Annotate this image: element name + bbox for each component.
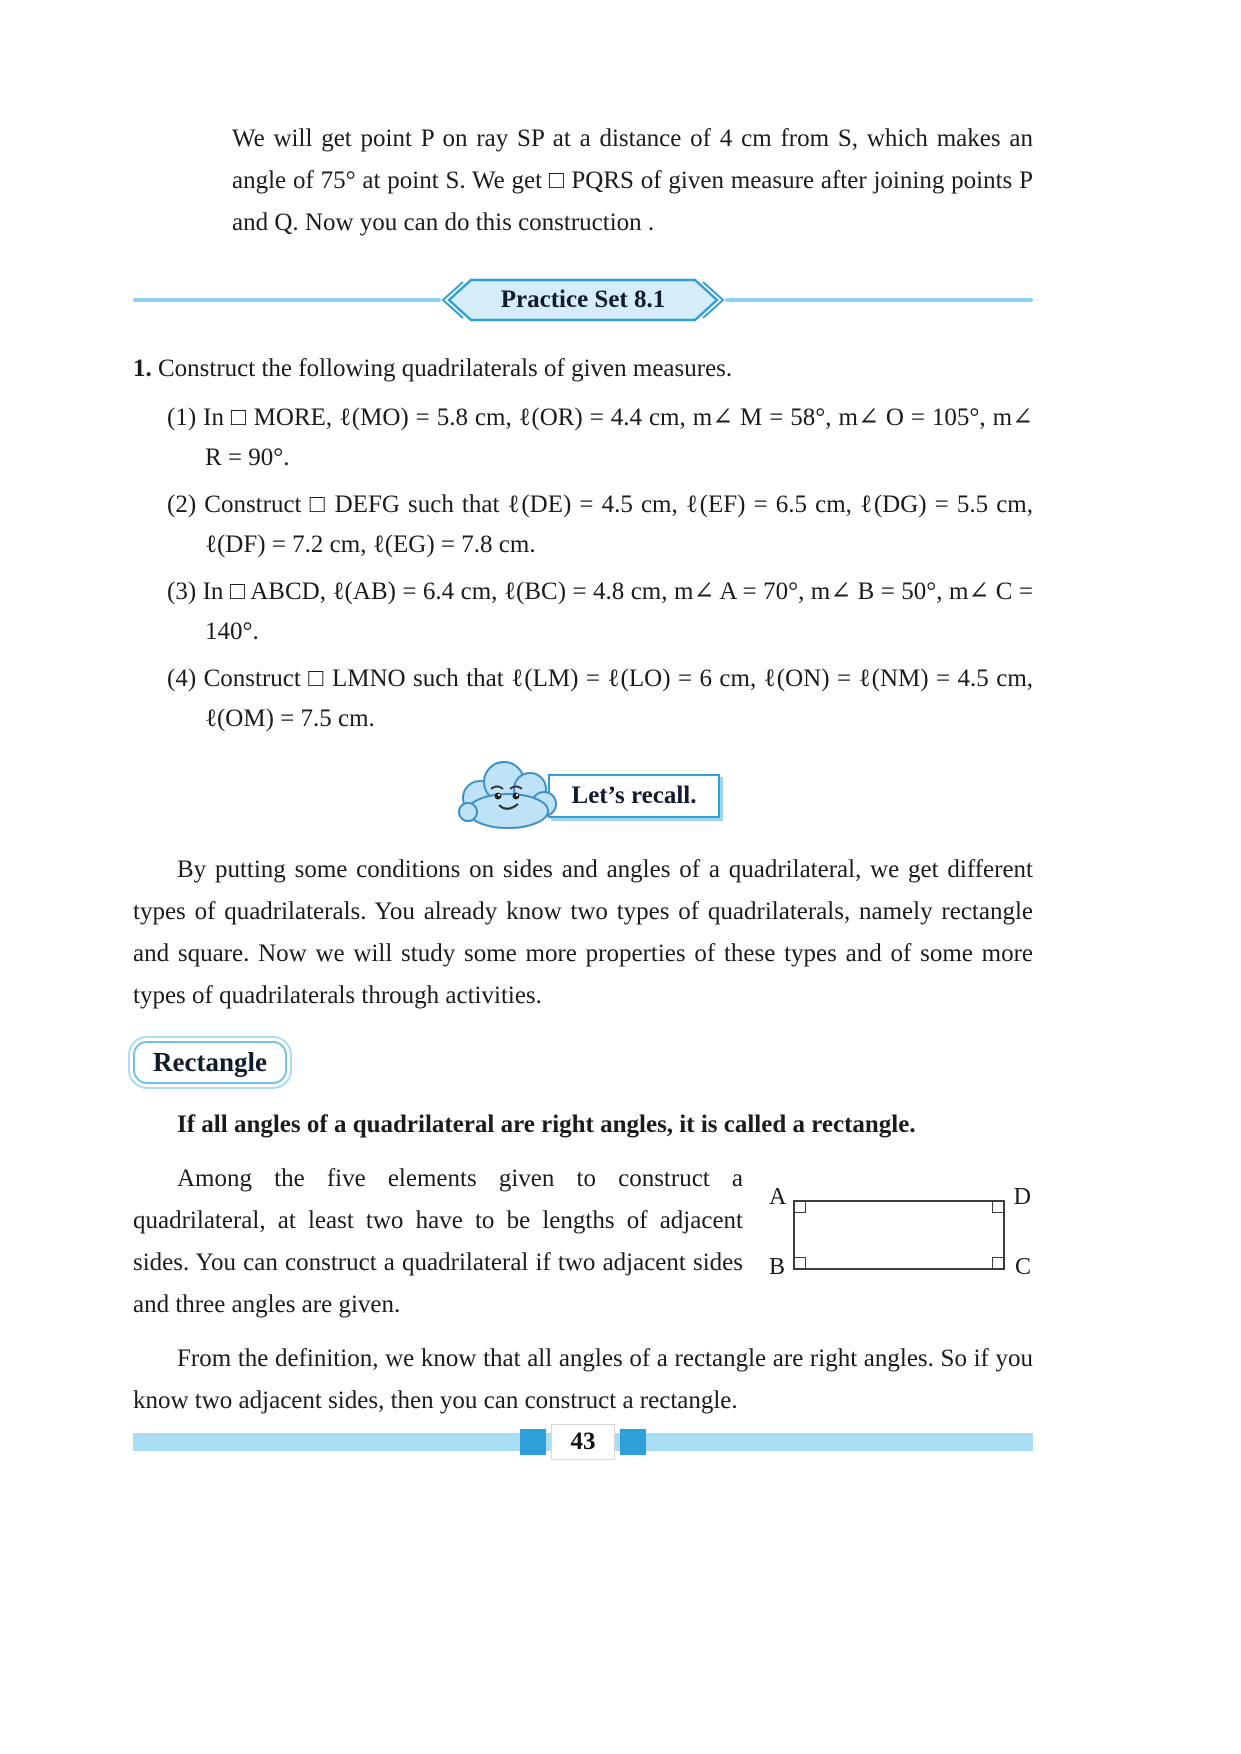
- rectangle-diagram: [769, 1176, 1031, 1294]
- footer-square-left-icon: [520, 1429, 546, 1455]
- page-footer: [133, 1424, 1033, 1460]
- item-number: (2): [167, 491, 197, 518]
- lets-recall-label: Let’s recall.: [548, 774, 721, 818]
- rectangle-two-column: [133, 1158, 1033, 1326]
- item-text: Construct □ DEFG such that ℓ(DE) = 4.5 cm, ℓ(EF) = 6.5 cm, ℓ(DG) = 5.5 cm, ℓ(DF) = 7.2 cm, ℓ(EG) = 7.8 cm.: [204, 491, 1034, 558]
- right-angle-mark-icon: [795, 1202, 806, 1213]
- right-angle-mark-icon: [992, 1202, 1003, 1213]
- practice-set-banner: [133, 276, 1033, 324]
- item-text: In □ ABCD, ℓ(AB) = 6.4 cm, ℓ(BC) = 4.8 cm, m∠ A = 70°, m∠ B = 50°, m∠ C = 140°.: [202, 578, 1034, 645]
- banner-rule-right: [725, 298, 1033, 302]
- practice-item-4: [133, 659, 1033, 739]
- rectangle-definition: If all angles of a quadrilateral are right angles, it is called a rectangle.: [177, 1111, 916, 1138]
- question-text: Construct the following quadrilaterals of given measures.: [158, 355, 733, 382]
- rectangle-paragraph-1: Among the five elements given to construct a quadrilateral, at least two have to be lengths of adjacent sides. You can construct a quadrilateral if two adjacent sides and three angles are given.: [133, 1165, 743, 1318]
- item-number: (4): [167, 665, 197, 692]
- practice-items: [133, 398, 1033, 739]
- right-angle-mark-icon: [795, 1257, 806, 1268]
- rectangle-shape: [793, 1200, 1005, 1270]
- practice-set-ribbon: [433, 277, 733, 323]
- intro-paragraph: We will get point P on ray SP at a distance of 4 cm from S, which makes an angle of 75° at point S. We get □ PQRS of given measure after joining points P and Q. Now you can do this construction .: [232, 125, 1033, 236]
- lets-recall-badge: [133, 755, 1033, 837]
- practice-item-1: [133, 398, 1033, 478]
- vertex-label-c: C: [1014, 1254, 1031, 1280]
- question-number: 1.: [133, 355, 152, 382]
- rectangle-section-label: Rectangle: [133, 1041, 287, 1084]
- footer-center: [133, 1424, 1033, 1460]
- vertex-label-a: A: [769, 1184, 787, 1210]
- vertex-label-d: D: [1013, 1184, 1031, 1210]
- cloud-mascot-icon: [446, 752, 558, 841]
- item-number: (1): [167, 404, 197, 431]
- practice-item-2: [133, 485, 1033, 565]
- banner-rule-left: [133, 298, 441, 302]
- item-number: (3): [167, 578, 197, 605]
- item-text: In □ MORE, ℓ(MO) = 5.8 cm, ℓ(OR) = 4.4 cm, m∠ M = 58°, m∠ O = 105°, m∠ R = 90°.: [203, 404, 1034, 471]
- item-text: Construct □ LMNO such that ℓ(LM) = ℓ(LO) = 6 cm, ℓ(ON) = ℓ(NM) = 4.5 cm, ℓ(OM) = 7.5 cm.: [203, 665, 1034, 732]
- rectangle-paragraph-2: From the definition, we know that all angles of a rectangle are right angles. So if you know two adjacent sides, then you can construct a rectangle.: [133, 1345, 1033, 1414]
- page-number: 43: [551, 1424, 615, 1460]
- practice-item-3: [133, 572, 1033, 652]
- footer-square-right-icon: [620, 1429, 646, 1455]
- recall-paragraph: By putting some conditions on sides and angles of a quadrilateral, we get different types of quadrilaterals. You already know two types of quadrilaterals, namely rectangle and square. Now we will study some more properties of these types and of some more types of quadrilaterals through activities.: [133, 856, 1033, 1009]
- question-1: [133, 348, 1033, 390]
- vertex-label-b: B: [769, 1254, 786, 1280]
- practice-set-title: Practice Set 8.1: [500, 286, 666, 313]
- right-angle-mark-icon: [992, 1257, 1003, 1268]
